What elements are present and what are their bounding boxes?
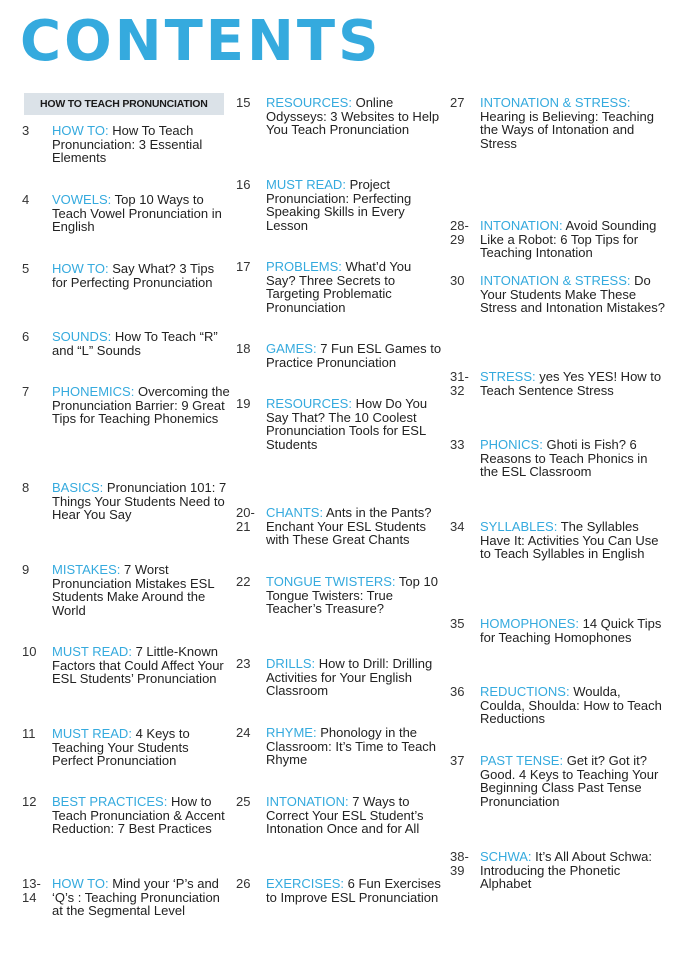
toc-title: How Do You Say That? The 10 Coolest Pronunciation Tools for ESL Students bbox=[266, 396, 428, 453]
toc-entry-text bbox=[266, 575, 444, 616]
toc-title: How to Drill: Drilling Activities for Your English Classroom bbox=[266, 656, 433, 699]
toc-title: 7 Fun ESL Games to Practice Pronunciation bbox=[266, 341, 442, 370]
toc-entry[interactable] bbox=[450, 219, 665, 260]
toc-entry-text bbox=[266, 397, 444, 452]
toc-category: HOW TO: bbox=[52, 261, 109, 276]
toc-title: It’s All About Schwa: Introducing the Phonetic Alphabet bbox=[480, 849, 652, 892]
toc-title: Say What? 3 Tips for Perfecting Pronunciation bbox=[52, 261, 215, 290]
toc-title: How To Teach Pronunciation: 3 Essential Elements bbox=[52, 123, 203, 166]
toc-entry-text bbox=[480, 219, 665, 260]
toc-page-number: 6 bbox=[22, 329, 30, 344]
toc-page-number: 36 bbox=[450, 684, 465, 699]
toc-page-number: 22 bbox=[236, 574, 251, 589]
toc-title: Pronunciation 101: 7 Things Your Students Need to Hear You Say bbox=[52, 480, 227, 523]
toc-entry[interactable] bbox=[236, 726, 444, 767]
toc-entry-text bbox=[480, 438, 665, 479]
toc-entry-text bbox=[52, 563, 230, 618]
toc-page-number: 19 bbox=[236, 396, 251, 411]
toc-page-number: 17 bbox=[236, 259, 251, 274]
toc-page-number: 33 bbox=[450, 437, 465, 452]
toc-page-number: 8 bbox=[22, 480, 30, 495]
toc-category: VOWELS: bbox=[52, 192, 112, 207]
toc-category: HOW TO: bbox=[52, 876, 109, 891]
toc-category: SCHWA: bbox=[480, 849, 532, 864]
toc-entry[interactable] bbox=[236, 795, 444, 836]
toc-entry-text bbox=[266, 506, 444, 547]
toc-entry[interactable] bbox=[22, 563, 230, 618]
toc-title: Overcoming the Pronunciation Barrier: 9 Great Tips for Teaching Phonemics bbox=[52, 384, 230, 427]
toc-page-number: 9 bbox=[22, 562, 30, 577]
toc-entry[interactable] bbox=[450, 685, 665, 726]
toc-category: TONGUE TWISTERS: bbox=[266, 574, 396, 589]
toc-category: MISTAKES: bbox=[52, 562, 121, 577]
toc-category: PHONICS: bbox=[480, 437, 543, 452]
toc-title: Online Odysseys: 3 Websites to Help You Teach Pronunciation bbox=[266, 95, 440, 138]
toc-entry-text bbox=[266, 342, 444, 369]
toc-title: Woulda, Coulda, Shoulda: How to Teach Reductions bbox=[480, 684, 662, 727]
toc-entry[interactable] bbox=[22, 727, 230, 768]
toc-title: 7 Little-Known Factors that Could Affect Your ESL Students’ Pronunciation bbox=[52, 644, 224, 687]
toc-entry-text bbox=[480, 685, 665, 726]
toc-page-number: 34 bbox=[450, 519, 465, 534]
toc-page-number: 28-29 bbox=[450, 218, 469, 247]
toc-category: INTONATION & STRESS: bbox=[480, 273, 631, 288]
toc-entry[interactable] bbox=[450, 520, 665, 561]
toc-entry[interactable] bbox=[236, 877, 444, 904]
toc-entry[interactable] bbox=[22, 481, 230, 522]
toc-page-number: 38-39 bbox=[450, 849, 469, 878]
toc-entry-text bbox=[480, 274, 665, 315]
toc-page-number: 25 bbox=[236, 794, 251, 809]
toc-page-number: 11 bbox=[22, 726, 36, 741]
toc-title: 14 Quick Tips for Teaching Homophones bbox=[480, 616, 662, 645]
toc-title: Project Pronunciation: Perfecting Speaking Skills in Every Lesson bbox=[266, 177, 412, 234]
toc-category: PAST TENSE: bbox=[480, 753, 564, 768]
toc-entry-text bbox=[266, 877, 444, 904]
toc-category: INTONATION: bbox=[266, 794, 349, 809]
toc-page-number: 4 bbox=[22, 192, 30, 207]
toc-page-number: 24 bbox=[236, 725, 251, 740]
toc-category: CHANTS: bbox=[266, 505, 324, 520]
toc-entry[interactable] bbox=[236, 397, 444, 452]
toc-category: RHYME: bbox=[266, 725, 317, 740]
toc-category: PROBLEMS: bbox=[266, 259, 342, 274]
toc-entry[interactable] bbox=[22, 385, 230, 426]
toc-entry-text bbox=[52, 795, 230, 836]
toc-entry[interactable] bbox=[236, 96, 444, 137]
toc-title: Hearing is Believing: Teaching the Ways of Intonation and Stress bbox=[480, 108, 654, 152]
toc-title: 7 Worst Pronunciation Mistakes ESL Students Make Around the World bbox=[52, 562, 215, 619]
toc-page-number: 3 bbox=[22, 123, 30, 138]
toc-entry-text bbox=[266, 657, 444, 698]
toc-category: MUST READ: bbox=[52, 726, 132, 741]
toc-category: SOUNDS: bbox=[52, 329, 112, 344]
toc-title: The Syllables Have It: Activities You Can Use to Teach Syllables in English bbox=[480, 519, 659, 562]
toc-title: Get it? Got it? Good. 4 Keys to Teaching Your Beginning Class Past Tense Pronunciation bbox=[480, 753, 659, 810]
toc-page-number: 35 bbox=[450, 616, 465, 631]
toc-page-number: 18 bbox=[236, 341, 251, 356]
toc-category: BASICS: bbox=[52, 480, 104, 495]
toc-category: RESOURCES: bbox=[266, 396, 352, 411]
toc-entry[interactable] bbox=[22, 262, 230, 289]
toc-category: SYLLABLES: bbox=[480, 519, 558, 534]
toc-title: yes Yes YES! How to Teach Sentence Stress bbox=[480, 369, 662, 398]
toc-category: HOMOPHONES: bbox=[480, 616, 579, 631]
toc-page-number: 37 bbox=[450, 753, 465, 768]
toc-entry-text bbox=[266, 96, 444, 137]
section-header: HOW TO TEACH PRONUNCIATION bbox=[24, 93, 224, 115]
toc-entry-text bbox=[52, 385, 230, 426]
toc-entry-text bbox=[480, 96, 665, 151]
toc-category: INTONATION: bbox=[480, 218, 563, 233]
toc-page-number: 23 bbox=[236, 656, 251, 671]
toc-entry[interactable] bbox=[236, 575, 444, 616]
toc-category: RESOURCES: bbox=[266, 95, 352, 110]
toc-entry-text bbox=[52, 193, 230, 234]
toc-entry-text bbox=[52, 727, 230, 768]
toc-entry[interactable] bbox=[22, 645, 230, 686]
toc-entry-text bbox=[266, 726, 444, 767]
toc-title: Mind your ‘P’s and ‘Q’s : Teaching Pronunciation at the Segmental Level bbox=[52, 876, 220, 919]
toc-category: EXERCISES: bbox=[266, 876, 345, 891]
toc-entry[interactable] bbox=[450, 370, 665, 397]
toc-entry-text bbox=[266, 260, 444, 315]
toc-entry[interactable] bbox=[22, 795, 230, 836]
toc-category: DRILLS: bbox=[266, 656, 316, 671]
toc-title: How To Teach “R” and “L” Sounds bbox=[52, 329, 218, 358]
toc-page-number: 20-21 bbox=[236, 505, 255, 534]
toc-title: Phonology in the Classroom: It’s Time to Teach Rhyme bbox=[266, 725, 437, 768]
toc-title: Do Your Students Make These Stress and Intonation Mistakes? bbox=[480, 273, 665, 316]
toc-entry-text bbox=[52, 877, 230, 918]
toc-entry[interactable] bbox=[450, 617, 665, 644]
toc-entry[interactable] bbox=[236, 342, 444, 369]
toc-entry-text bbox=[52, 330, 230, 357]
toc-entry-text bbox=[480, 617, 665, 644]
toc-entry-text bbox=[52, 124, 230, 165]
toc-category: MUST READ: bbox=[266, 177, 346, 192]
toc-page-number: 5 bbox=[22, 261, 30, 276]
toc-page-number: 26 bbox=[236, 876, 251, 891]
toc-title: 7 Ways to Correct Your ESL Student’s Intonation Once and for All bbox=[266, 794, 424, 837]
toc-entry[interactable] bbox=[22, 124, 230, 165]
toc-title: 6 Fun Exercises to Improve ESL Pronunciation bbox=[266, 876, 441, 905]
toc-title: 4 Keys to Teaching Your Students Perfect Pronunciation bbox=[52, 726, 190, 769]
toc-entry-text bbox=[266, 178, 444, 233]
toc-title: Top 10 Tongue Twisters: True Teacher’s Treasure? bbox=[266, 574, 438, 617]
toc-page-number: 15 bbox=[236, 95, 251, 110]
toc-page-number: 7 bbox=[22, 384, 30, 399]
toc-category: STRESS: bbox=[480, 369, 536, 384]
toc-title: What’d You Say? Three Secrets to Targeting Problematic Pronunciation bbox=[266, 259, 412, 316]
toc-entry[interactable] bbox=[450, 274, 665, 315]
toc-category: INTONATION & STRESS: bbox=[480, 95, 631, 110]
toc-category: GAMES: bbox=[266, 341, 317, 356]
toc-page-number: 13-14 bbox=[22, 876, 41, 905]
toc-category: REDUCTIONS: bbox=[480, 684, 570, 699]
toc-page-number: 12 bbox=[22, 794, 37, 809]
toc-page-number: 31-32 bbox=[450, 369, 469, 398]
toc-category: BEST PRACTICES: bbox=[52, 794, 168, 809]
toc-title: Ants in the Pants? Enchant Your ESL Students with These Great Chants bbox=[266, 505, 432, 548]
toc-entry[interactable] bbox=[236, 657, 444, 698]
toc-entry[interactable] bbox=[22, 877, 230, 918]
toc-category: MUST READ: bbox=[52, 644, 132, 659]
toc-entry[interactable] bbox=[22, 330, 230, 357]
toc-entry-text bbox=[52, 481, 230, 522]
toc-title: Top 10 Ways to Teach Vowel Pronunciation in English bbox=[52, 192, 222, 235]
toc-entry[interactable] bbox=[236, 260, 444, 315]
toc-entry[interactable] bbox=[450, 438, 665, 479]
toc-entry[interactable] bbox=[450, 850, 665, 891]
toc-title: Ghoti is Fish? 6 Reasons to Teach Phonics in the ESL Classroom bbox=[480, 437, 648, 480]
toc-entry-text bbox=[266, 795, 444, 836]
toc-title: Avoid Sounding Like a Robot: 6 Top Tips for Teaching Intonation bbox=[480, 218, 657, 261]
toc-page-number: 10 bbox=[22, 644, 37, 659]
toc-entry[interactable] bbox=[236, 178, 444, 233]
toc-entry-text bbox=[480, 520, 665, 561]
toc-page-number: 30 bbox=[450, 273, 465, 288]
toc-title: How to Teach Pronunciation & Accent Reduction: 7 Best Practices bbox=[52, 794, 225, 837]
toc-entry-text bbox=[52, 262, 230, 289]
toc-entry[interactable] bbox=[450, 754, 665, 809]
toc-category: PHONEMICS: bbox=[52, 384, 135, 399]
toc-page-number: 27 bbox=[450, 95, 465, 110]
toc-page-number: 16 bbox=[236, 177, 251, 192]
toc-entry-text bbox=[480, 754, 665, 809]
toc-entry[interactable] bbox=[236, 506, 444, 547]
toc-category: HOW TO: bbox=[52, 123, 109, 138]
toc-entry[interactable] bbox=[22, 193, 230, 234]
toc-entry[interactable] bbox=[450, 96, 665, 151]
toc-entry-text bbox=[52, 645, 230, 686]
page-title: CONTENTS bbox=[20, 9, 382, 74]
toc-entry-text bbox=[480, 850, 665, 891]
toc-entry-text bbox=[480, 370, 665, 397]
